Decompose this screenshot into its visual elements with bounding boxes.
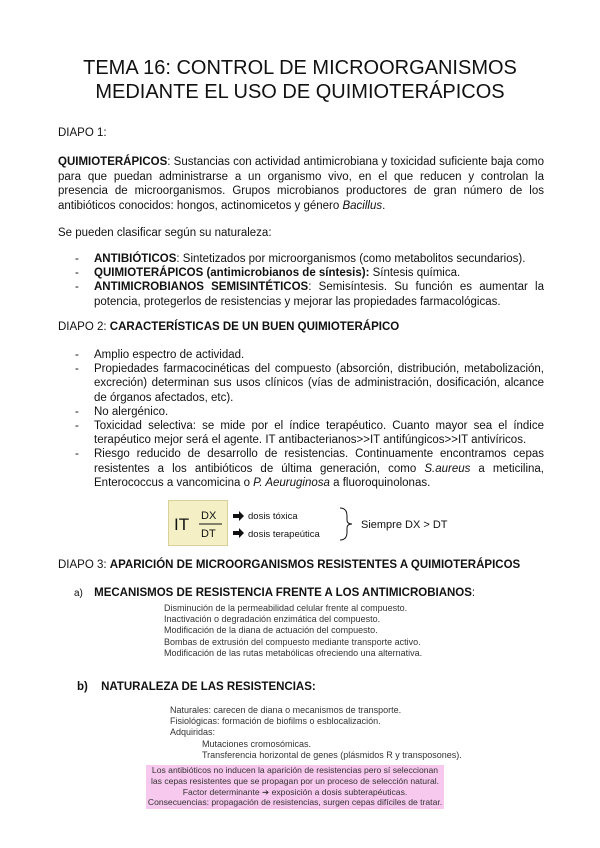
subsection-marker: a) xyxy=(74,588,83,599)
subsection-colon: : xyxy=(471,587,476,599)
brace-icon xyxy=(340,508,352,540)
diapo2-label: DIAPO 2: xyxy=(58,321,110,333)
arrow-right-icon xyxy=(233,528,244,538)
list-item xyxy=(58,252,544,266)
note-line: Los antibióticos no inducen la aparición de resistencias pero sí seleccionan xyxy=(151,765,439,775)
subsection-b-heading xyxy=(77,680,316,694)
list-item: - Toxicidad selectiva: se mide por el índice terapéutico. Cuanto mayor sea el índice terapéutico mejor será el agente. IT antibacterianos>>IT antifúngicos>>IT antivíricos. xyxy=(58,419,544,447)
diapo2-heading xyxy=(58,320,544,335)
highlight-note-box xyxy=(146,765,444,809)
item-text: Riesgo reducido de desarrollo de resistencias. Continuamente encontramos cepas resistentes a los antibióticos de última generación, como xyxy=(94,448,544,475)
item-term: ANTIBIÓTICOS xyxy=(94,253,177,265)
item-text: a fluoroquinolonas. xyxy=(329,476,431,489)
note-line: las cepas resistentes que se propagan por un proceso de selección natural. xyxy=(150,775,440,786)
definition-genus: Bacillus xyxy=(342,199,383,212)
item-text: : Semisíntesis. Su función es aumentar la potencia, protegerlos de resistencias y mejorar las propiedades farmacológicas. xyxy=(94,281,544,308)
note-line: Consecuencias: propagación de resistencias, surgen cepas difíciles de tratar. xyxy=(147,797,443,808)
list-item xyxy=(58,266,544,280)
diapo3-label: DIAPO 3: xyxy=(58,559,110,571)
list-item xyxy=(58,447,544,490)
list-item: - No alergénico. xyxy=(58,405,544,419)
title-line-2: MEDIANTE EL USO DE QUIMIOTERÁPICOS xyxy=(95,81,505,103)
definition-end: . xyxy=(382,199,386,212)
mechanism-item: Modificación de las rutas metabólicas ofreciendo una alternativa. xyxy=(164,647,423,658)
legend-toxic: dosis tóxica xyxy=(248,511,298,522)
formula-denominator: DT xyxy=(201,528,216,540)
acquired-item: Transferencia horizontal de genes (plásmidos R y transposones). xyxy=(202,749,462,760)
formula-graphic xyxy=(168,500,454,546)
subsection-title: MECANISMOS DE RESISTENCIA FRENTE A LOS ANTIMICROBIANOS xyxy=(94,587,472,599)
nature-natural: Naturales: carecen de diana o mecanismos de transporte. xyxy=(170,705,402,715)
mechanism-item: Inactivación o degradación enzimática del compuesto. xyxy=(164,614,381,625)
formula-rhs: Siempre DX > DT xyxy=(361,519,448,531)
mechanism-item: Bombas de extrusión del compuesto mediante transporte activo. xyxy=(164,636,421,647)
subsection-a-heading xyxy=(74,586,475,601)
item-text: a meticilina, Enterococcus a vancomicina o xyxy=(94,462,544,489)
item-text: : Sintetizados por microorganismos (como metabolitos secundarios). xyxy=(176,253,526,265)
mechanism-item: Modificación de la diana de actuación del compuesto. xyxy=(164,625,378,636)
arrow-right-icon xyxy=(233,511,244,521)
subsection-marker: b) xyxy=(77,681,88,693)
legend-therapeutic: dosis terapeútica xyxy=(248,529,320,540)
list-item: - Amplio espectro de actividad. xyxy=(58,348,544,362)
page-title xyxy=(0,56,600,104)
diapo2-title: CARACTERÍSTICAS DE UN BUEN QUIMIOTERÁPICO xyxy=(109,321,400,333)
definition-term: QUIMIOTERÁPICOS xyxy=(58,156,168,168)
mechanisms-list xyxy=(164,603,422,659)
therapeutic-index-formula xyxy=(168,500,454,546)
item-text: Síntesis química. xyxy=(369,267,461,280)
nature-acquired: Adquiridas: xyxy=(170,727,216,738)
formula-lhs: IT xyxy=(174,515,190,534)
mechanism-item: Disminución de la permeabilidad celular frente al compuesto. xyxy=(164,603,408,613)
diapo1-label: DIAPO 1: xyxy=(58,127,107,139)
classify-intro: Se pueden clasificar según su naturaleza: xyxy=(58,227,272,239)
subsection-title: NATURALEZA DE LAS RESISTENCIAS: xyxy=(101,681,316,693)
characteristics-list xyxy=(58,348,544,490)
nature-physiological: Fisiológicas: formación de biofilms o esblocalización. xyxy=(170,716,381,727)
formula-numerator: DX xyxy=(201,510,217,522)
classification-list xyxy=(58,252,544,309)
list-item xyxy=(58,280,544,308)
definition-text: : Sustancias con actividad antimicrobiana y toxicidad suficiente baja como para que puedan administrarse a un organismo vivo, en el que reducen y controlan la presencia de microorganismos. Grupos microbianos productores de gran número de los antibióticos conocidos: hongos, actinomicetos y género xyxy=(58,156,544,212)
acquired-item: Mutaciones cromosómicas. xyxy=(202,738,312,749)
species-name: S.aureus xyxy=(424,462,471,475)
diapo3-heading xyxy=(58,558,544,573)
resistance-nature-list xyxy=(170,705,462,761)
note-line: Factor determinante ➔ exposición a dosis subterapéuticas. xyxy=(182,786,408,797)
item-term: ANTIMICROBIANOS SEMISINTÉTICOS xyxy=(94,281,309,294)
list-item: - Propiedades farmacocinéticas del compuesto (absorción, distribución, metabolización, excreción) determinan sus usos clínicos (vías de administración, dosificación, alcance de órganos afectados, etc). xyxy=(58,362,544,405)
species-name: P. Aeuruginosa xyxy=(253,476,330,489)
definition-paragraph xyxy=(58,155,544,213)
item-term: QUIMIOTERÁPICOS (antimicrobianos de síntesis): xyxy=(94,267,370,280)
diapo3-title: APARICIÓN DE MICROORGANISMOS RESISTENTES A QUIMIOTERÁPICOS xyxy=(109,559,521,571)
title-line-1: TEMA 16: CONTROL DE MICROORGANISMOS xyxy=(83,57,517,79)
